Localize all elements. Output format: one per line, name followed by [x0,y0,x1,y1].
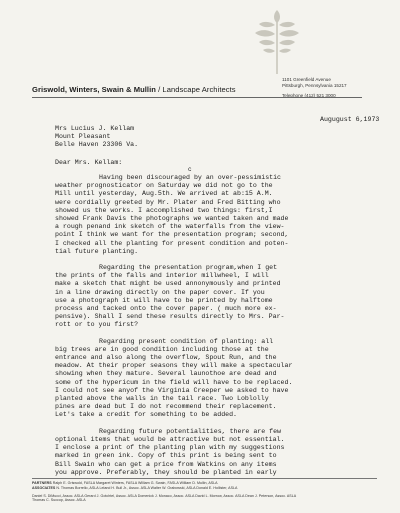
firm-subtitle: / Landscape Architects [155,85,236,94]
handwritten-mark: c [188,166,192,173]
partners-label: PARTNERS [32,481,52,485]
leaf-tree-logo-icon [253,8,301,76]
street-line: 1101 Greenfield Avenue [282,77,331,82]
body-paragraph: Regarding future potentialities, there are few optional items that would be attractive but not essential. I enclose a print of the planting plan with my suggestions marked in green ink. Copy of this print is being sent to Bill Swain who can get a price from Watkins on any items you approve. Preferably, they should be planted in early [55,427,285,476]
addressee-block [55,125,138,150]
firm-name-heading [32,85,236,94]
addressee-line: Mount Pleasant [55,133,111,141]
phone-number: (412) 521 3000 [304,93,336,98]
addressee-line: Mrs Lucius J. Kellam [55,125,135,132]
firm-address [282,77,392,99]
associates-names: N. Thomas Borrello, ASLA Leland H. Bull Jr., Assoc. ASLA Walter W. Grabowski, ASLA Donald E. Hollister, ASLA [56,485,238,490]
firm-name: Griswold, Winters, Swain & Mullin [32,85,156,94]
partners-names: Ralph E. Griswold, FASLA Margaret Winters, FASLA William G. Swain, FASLA William D. Mullin, ASLA [52,481,218,485]
letter-body [52,174,355,485]
body-paragraph: Regarding present condition of planting: all big trees are in good condition including those at the entrance and also along the overflow, Spout Run, and the meadow. At their proper seasons they will make a spectacular showing when they mature. Several launothoe are dead and some of the hypericum in the field will have to be replaced. I could not see anyof the Virginia Creeper we asked to have planted above the walls in the tail race. Two Loblolly pines are dead but I do not recommend their replacement. Let's take a credit for something to be added. [55,337,293,419]
letterhead-divider [32,97,362,98]
city-line: Pittsburgh, Pennsylvania 15217 [282,83,347,88]
phone-label: Telephone [282,93,304,98]
associates-line [32,486,377,491]
addressee-line: Belle Haven 23306 Va. [55,141,139,149]
staff-line: Daniel S. DiMucci, Assoc. ASLA Gerard J. Gotchtel, Assoc. ASLA Domenick J. Monaco, Assoc. ASLA David L. Morrow, Assoc. ASLA Dean J. Peterson, Assoc. ASLA [32,493,297,498]
phone-line [282,93,392,99]
body-paragraph: Having been discouraged by an over-pessimistic weather prognosticator on Saturday we did not go to the Mill until yesterday, Aug.5th. We arrived at ab:15 A.M. were cordially greeted by Mr. Plater and Fred Bitting who showed us the works. I accomplished two things: first,I showed Frank Davis the photographs we wanted taken and made a rough penand ink sketch of the waterfalls from the view- point I think we want for the presentation program; second, I checked all the planting for present condition and poten- tial future planting. [55,174,289,255]
salutation: Dear Mrs. Kellam: [55,159,123,166]
staff-line: Thomas C. Succop, Assoc. ASLA [32,498,86,503]
footer-divider [32,478,377,479]
letterhead-footer [32,478,377,503]
associates-label: ASSOCIATES [32,485,56,490]
letter-date: Augugust 6,1973 [320,116,380,123]
body-paragraph: Regarding the presentation program,when I get the prints of the falls and interior millwheel, I will make a sketch that might be used annonymously and printed in a line drawing directly on the paper cover. If you use a photograph it will have to be printed by halftome process and tacked onto the cover paper. ( much more ex- pensive). Shall I send these results directly to Mrs. Par- rott or to you first? [55,264,285,329]
